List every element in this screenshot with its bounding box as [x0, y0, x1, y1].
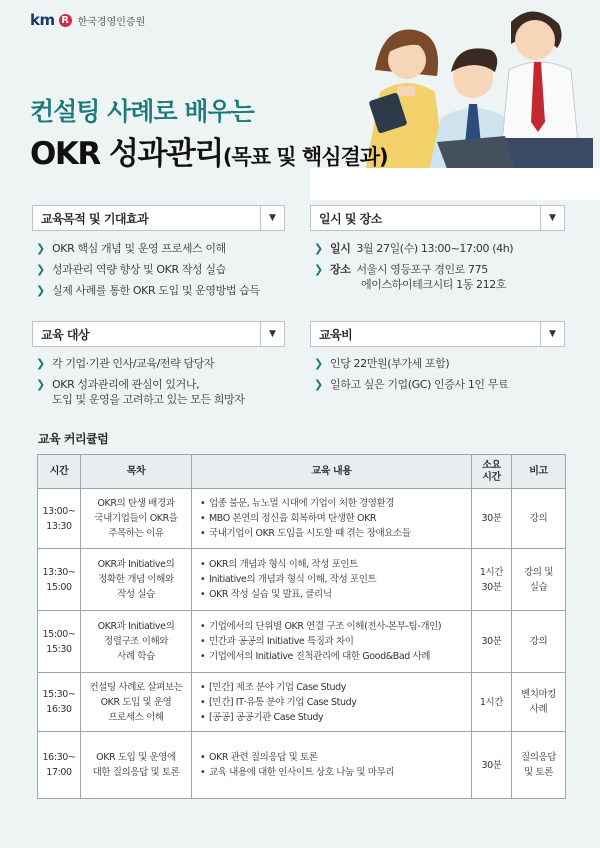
company-logo: [30, 11, 145, 29]
logo-mark: km: [30, 11, 55, 29]
fee-label: 교육비: [319, 327, 353, 342]
list-item-continued: 도입 및 운영을 고려하고 있는 모든 희망자: [52, 393, 245, 406]
note-cell: 벤치마킹 사례: [512, 673, 566, 732]
target-header: [32, 321, 285, 347]
list-item: ❯ 장소 서울시 영등포구 경인로 775: [314, 263, 488, 276]
time-cell: 15:30~ 16:30: [38, 673, 81, 732]
table-row: [38, 732, 566, 799]
purpose-list: [36, 241, 296, 304]
title-line1: 컨설팅 사례로 배우는: [30, 97, 254, 126]
table-row: [38, 611, 566, 673]
goal-cell: 컨설팅 사례로 살펴보는 OKR 도입 및 운영 프로세스 이해: [81, 673, 192, 732]
duration-cell: 1시간 30분: [472, 549, 512, 611]
duration-cell: 30분: [472, 611, 512, 673]
arrow-icon: ❯: [314, 378, 323, 391]
curriculum-title: 교육 커리큘럼: [38, 432, 109, 446]
table-header-row: [38, 455, 566, 489]
purpose-label: 교육목적 및 기대효과: [41, 211, 149, 226]
col-header-time: 시간: [38, 455, 81, 489]
title-main: OKR 성과관리: [30, 136, 223, 172]
target-label: 교육 대상: [41, 327, 90, 342]
arrow-icon: ❯: [36, 263, 45, 276]
list-item: ❯ 일시 3월 27일(수) 13:00~17:00 (4h): [314, 242, 514, 255]
col-header-goal: 목차: [81, 455, 192, 489]
note-cell: 강의: [512, 611, 566, 673]
note-cell: 강의 및 실습: [512, 549, 566, 611]
table-row: [38, 673, 566, 732]
content-cell: • 업종 불문, 뉴노멀 시대에 기업이 처한 경영환경 • MBO 본연의 정신을 회복하며 탄생한 OKR • 국내기업이 OKR 도입을 시도할 때 겪는 장애요소들: [192, 489, 472, 549]
content-cell: • OKR의 개념과 형식 이해, 작성 포인트 • Initiative의 개념과 형식 이해, 작성 포인트 • OKR 작성 실습 및 발표, 클리닉: [192, 549, 472, 611]
list-item: ❯ 일하고 싶은 기업(GC) 인증사 1인 무료: [314, 378, 509, 391]
time-cell: 16:30~ 17:00: [38, 732, 81, 799]
list-item: ❯ 성과관리 역량 향상 및 OKR 작성 실습: [36, 263, 226, 276]
arrow-icon: ❯: [36, 378, 45, 391]
arrow-icon: ❯: [36, 284, 45, 297]
table-row: [38, 489, 566, 549]
col-header-note: 비고: [512, 455, 566, 489]
time-cell: 13:00~ 13:30: [38, 489, 81, 549]
content-cell: • [민간] 제조 분야 기업 Case Study • [민간] IT·유통 분야 기업 Case Study • [공공] 공공기관 Case Study: [192, 673, 472, 732]
note-cell: 강의: [512, 489, 566, 549]
goal-cell: OKR의 탄생 배경과 국내기업들이 OKR을 주목하는 이유: [81, 489, 192, 549]
curriculum-table: [37, 454, 566, 799]
goal-cell: OKR과 Initiative의 정렬구조 이해와 사례 학습: [81, 611, 192, 673]
content-cell: • OKR 관련 질의응답 및 토론 • 교육 내용에 대한 인사이트 상호 나눔 및 마무리: [192, 732, 472, 799]
page-title: [30, 128, 388, 173]
list-item-continued: 에이스하이테크시티 1동 212호: [361, 278, 507, 291]
content-cell: • 기업에서의 단위별 OKR 연결 구조 이해(전사-본부-팀-개인) • 민간과 공공의 Initiative 특징과 차이 • 기업에서의 Initiative 진척관리에 대한 Good&Bad 사례: [192, 611, 472, 673]
col-header-content: 교육 내용: [192, 455, 472, 489]
duration-cell: 30분: [472, 732, 512, 799]
time-cell: 15:00~ 15:30: [38, 611, 81, 673]
schedule-list: [314, 241, 574, 298]
list-item: ❯ OKR 성과관리에 관심이 있거나,: [36, 378, 200, 391]
schedule-label: 일시 및 장소: [319, 211, 382, 226]
schedule-header: [310, 205, 565, 231]
list-item: ❯ OKR 핵심 개념 및 운영 프로세스 이해: [36, 242, 226, 255]
arrow-icon: ❯: [36, 357, 45, 370]
arrow-icon: ❯: [314, 357, 323, 370]
goal-cell: OKR 도입 및 운영에 대한 질의응답 및 토론: [81, 732, 192, 799]
duration-cell: 30분: [472, 489, 512, 549]
arrow-icon: ❯: [36, 242, 45, 255]
list-item: ❯ 인당 22만원(부가세 포함): [314, 357, 450, 370]
title-paren: (목표 및 핵심결과): [222, 145, 388, 169]
arrow-icon: ❯: [314, 263, 323, 276]
target-list: [36, 356, 296, 413]
logo-dot: R: [59, 14, 72, 27]
list-item: ❯ 실제 사례를 통한 OKR 도입 및 운영방법 습득: [36, 284, 260, 297]
chevron-down-icon: ▼: [540, 206, 564, 230]
table-row: [38, 549, 566, 611]
purpose-header: [32, 205, 285, 231]
duration-cell: 1시간: [472, 673, 512, 732]
fee-header: [310, 321, 565, 347]
arrow-icon: ❯: [314, 242, 323, 255]
list-item: ❯ 각 기업·기관 인사/교육/전략 담당자: [36, 357, 215, 370]
note-cell: 질의응답 및 토론: [512, 732, 566, 799]
goal-cell: OKR과 Initiative의 정확한 개념 이해와 작성 실습: [81, 549, 192, 611]
fee-list: [314, 356, 574, 398]
chevron-down-icon: ▼: [260, 206, 284, 230]
col-header-duration: 소요 시간: [472, 455, 512, 489]
chevron-down-icon: ▼: [540, 322, 564, 346]
chevron-down-icon: ▼: [260, 322, 284, 346]
time-cell: 13:30~ 15:00: [38, 549, 81, 611]
logo-text: 한국경영인증원: [77, 16, 146, 28]
